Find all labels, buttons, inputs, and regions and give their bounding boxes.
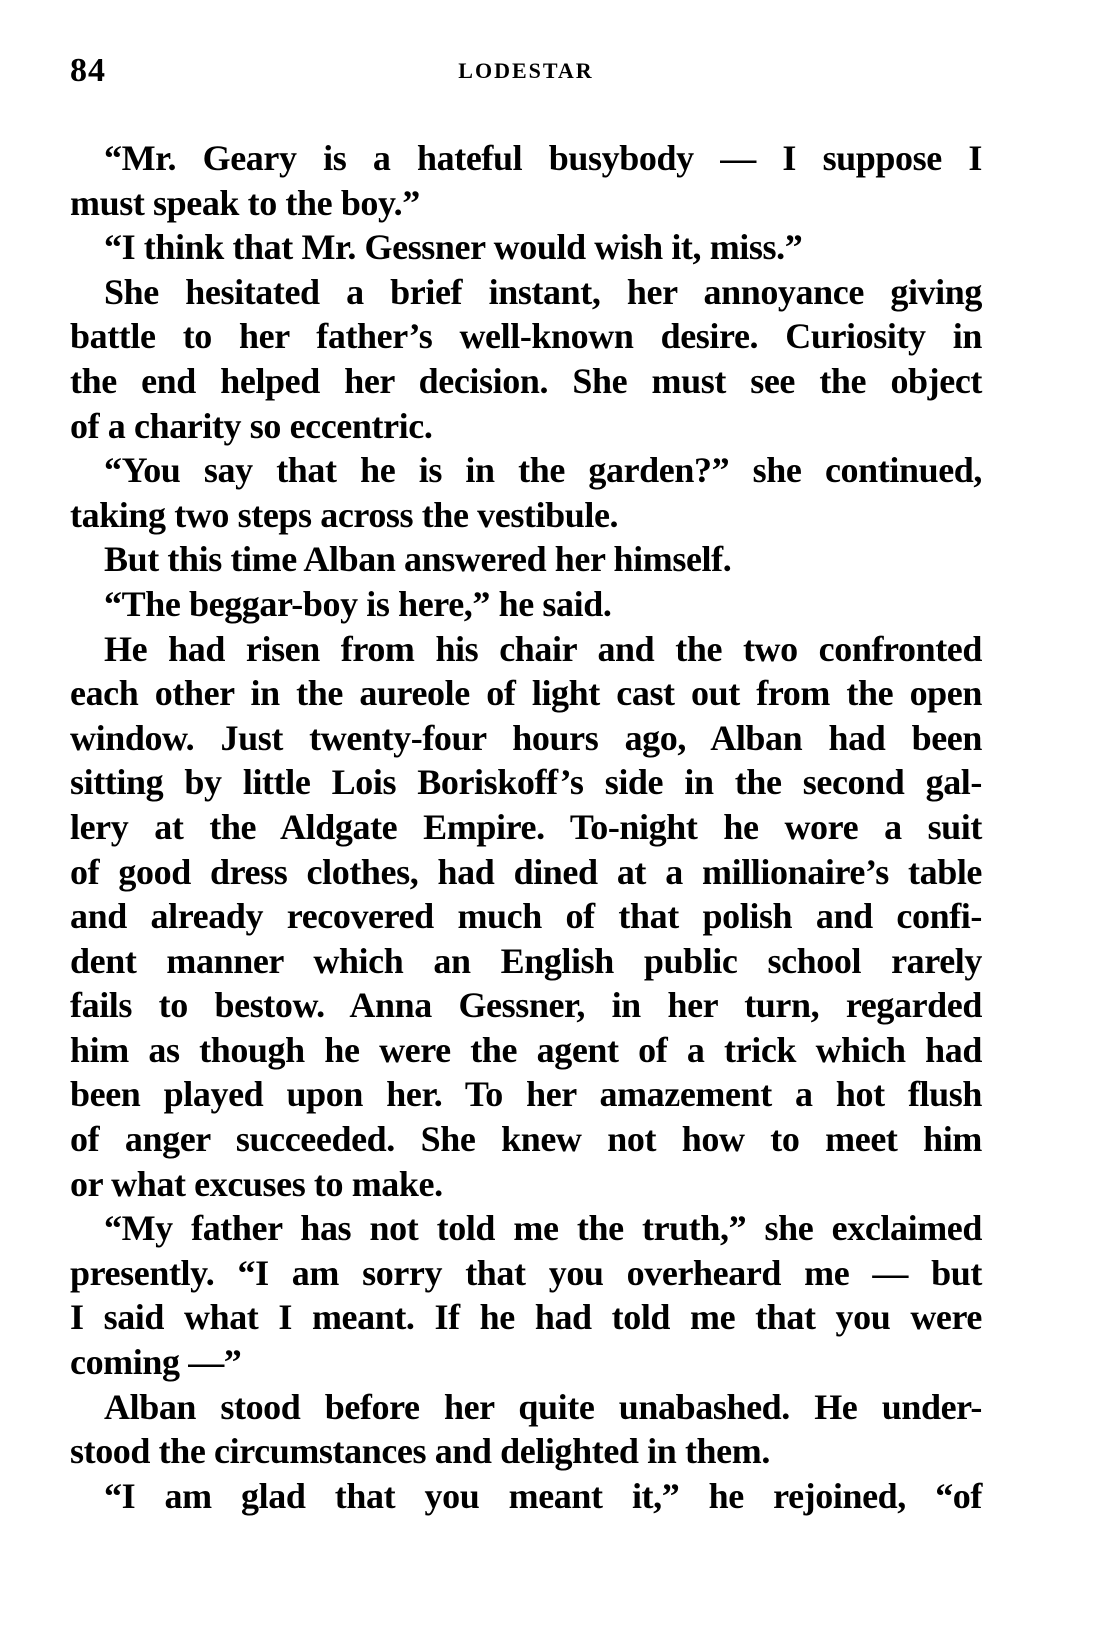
text-line: window. Just twenty-four hours ago, Alban had been [70,717,982,758]
text-line: taking two steps across the vestibule. [70,494,619,535]
book-page [70,40,982,1516]
text-line: “The beggar-boy is here,” he said. [104,583,612,624]
text-line: of anger succeeded. She knew not how to meet him [70,1119,982,1160]
text-line: Alban stood before her quite unabashed. He under- [104,1386,982,1427]
text-line: must speak to the boy.” [70,182,420,223]
body-text [70,136,982,1518]
text-line: fails to bestow. Anna Gessner, in her turn, regarded [70,985,982,1026]
text-line: dent manner which an English public school rarely [70,940,982,981]
text-line: each other in the aureole of light cast out from the open [70,673,982,714]
page-number: 84 [70,52,106,89]
text-line: I said what I meant. If he had told me that you were [70,1297,982,1338]
text-line: stood the circumstances and delighted in them. [70,1431,770,1472]
text-line: “Mr. Geary is a hateful busybody — I suppose I [104,138,982,178]
text-line: him as though he were the agent of a trick which had [70,1029,982,1070]
text-line: of a charity so eccentric. [70,405,433,446]
text-line: She hesitated a brief instant, her annoyance giving [104,271,982,312]
text-line: presently. “I am sorry that you overheard me — but [70,1252,982,1293]
running-title: LODESTAR [458,58,594,83]
text-line: “My father has not told me the truth,” she exclaimed [104,1208,982,1249]
text-line: of good dress clothes, had dined at a millionaire’s table [70,851,982,892]
text-line: But this time Alban answered her himself. [104,539,732,580]
text-line: and already recovered much of that polish and confi- [70,896,982,937]
text-line: the end helped her decision. She must see the object [70,360,982,401]
text-line: “I am glad that you meant it,” he rejoined, “of [104,1475,982,1516]
text-line: “You say that he is in the garden?” she continued, [104,450,982,491]
text-line: sitting by little Lois Boriskoff’s side in the second gal- [70,762,982,803]
text-line: or what excuses to make. [70,1163,443,1204]
text-line: “I think that Mr. Gessner would wish it, miss.” [104,227,803,268]
page-header [70,40,982,100]
text-line: lery at the Aldgate Empire. To-night he wore a suit [70,806,982,847]
text-line: been played upon her. To her amazement a hot flush [70,1074,982,1115]
text-line: battle to her father’s well-known desire. Curiosity in [70,316,982,357]
text-line: He had risen from his chair and the two confronted [104,628,982,669]
text-line: coming —” [70,1342,242,1383]
